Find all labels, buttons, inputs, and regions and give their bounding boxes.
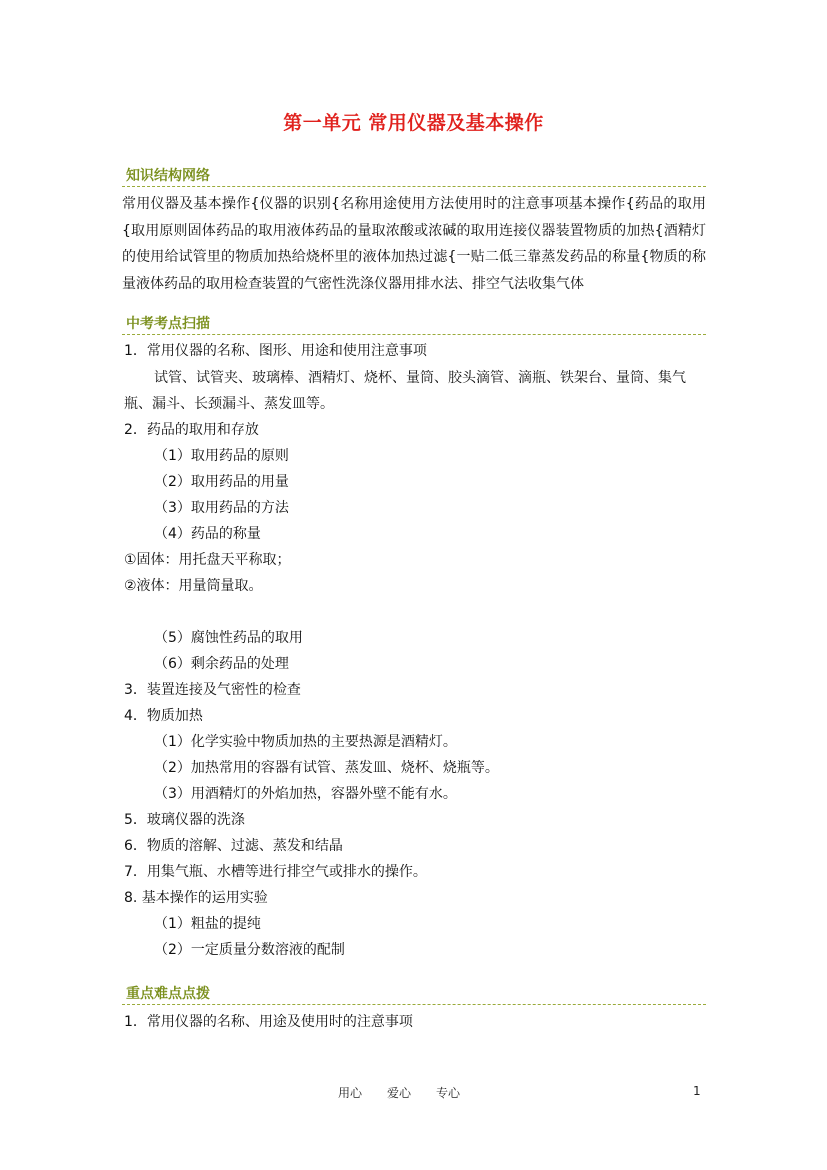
page-title: 第一单元 常用仪器及基本操作 bbox=[283, 112, 544, 134]
section-scan bbox=[122, 314, 706, 335]
page-number: 1 bbox=[693, 1084, 701, 1098]
list-item: 5．玻璃仪器的洗涤 bbox=[124, 812, 245, 828]
list-item: （4）药品的称量 bbox=[154, 526, 261, 542]
list-item: （6）剩余药品的处理 bbox=[154, 656, 289, 672]
section-structure bbox=[122, 166, 706, 187]
list-item: （1）粗盐的提纯 bbox=[154, 916, 261, 932]
footer-motto-2: 爱心 bbox=[387, 1086, 412, 1100]
footer-motto-3: 专心 bbox=[436, 1086, 461, 1100]
list-item: （1）化学实验中物质加热的主要热源是酒精灯。 bbox=[154, 734, 457, 750]
list-item: （2）一定质量分数溶液的配制 bbox=[154, 942, 345, 958]
list-item: （3）取用药品的方法 bbox=[154, 500, 289, 516]
list-item: （5）腐蚀性药品的取用 bbox=[154, 630, 303, 646]
list-item: （1）取用药品的原则 bbox=[154, 448, 289, 464]
list-item: ①固体：用托盘天平称取； bbox=[124, 552, 291, 568]
section-heading-scan: 中考考点扫描 bbox=[122, 314, 706, 335]
list-item: 1．常用仪器的名称、用途及使用时的注意事项 bbox=[124, 1014, 413, 1030]
list-item: （3）用酒精灯的外焰加热，容器外壁不能有水。 bbox=[154, 786, 457, 802]
list-item: 8. 基本操作的运用实验 bbox=[124, 890, 268, 906]
list-item: 3．装置连接及气密性的检查 bbox=[124, 682, 301, 698]
section-heading-key: 重点难点点拨 bbox=[122, 984, 706, 1005]
list-item: 瓶、漏斗、长颈漏斗、蒸发皿等。 bbox=[124, 396, 334, 412]
list-item: （2）加热常用的容器有试管、蒸发皿、烧杯、烧瓶等。 bbox=[154, 760, 499, 776]
list-item: 7．用集气瓶、水槽等进行排空气或排水的操作。 bbox=[124, 864, 427, 880]
structure-paragraph: 常用仪器及基本操作{仪器的识别{名称用途使用方法使用时的注意事项基本操作{药品的取用{取用原则固体药品的取用液体药品的量取浓酸或浓碱的取用连接仪器装置物质的加热{酒精灯的使用给试管里的物质加热给烧杯里的液体加热过滤{一贴二低三靠蒸发药品的称量{物质的称量液体药品的取用检查装置的气密性洗涤仪器用排水法、排空气法收集气体 bbox=[122, 196, 706, 292]
list-item: ②液体：用量筒量取。 bbox=[124, 578, 263, 594]
footer-motto-1: 用心 bbox=[338, 1086, 363, 1100]
list-item: 6．物质的溶解、过滤、蒸发和结晶 bbox=[124, 838, 343, 854]
list-item: （2）取用药品的用量 bbox=[154, 474, 289, 490]
section-key bbox=[122, 984, 706, 1005]
list-item: 2．药品的取用和存放 bbox=[124, 422, 259, 438]
list-item: 试管、试管夹、玻璃棒、酒精灯、烧杯、量筒、胶头滴管、滴瓶、铁架台、量筒、集气 bbox=[154, 370, 686, 386]
list-item: 1．常用仪器的名称、图形、用途和使用注意事项 bbox=[124, 343, 427, 359]
list-item: 4．物质加热 bbox=[124, 708, 203, 724]
section-heading-structure: 知识结构网络 bbox=[122, 166, 706, 187]
